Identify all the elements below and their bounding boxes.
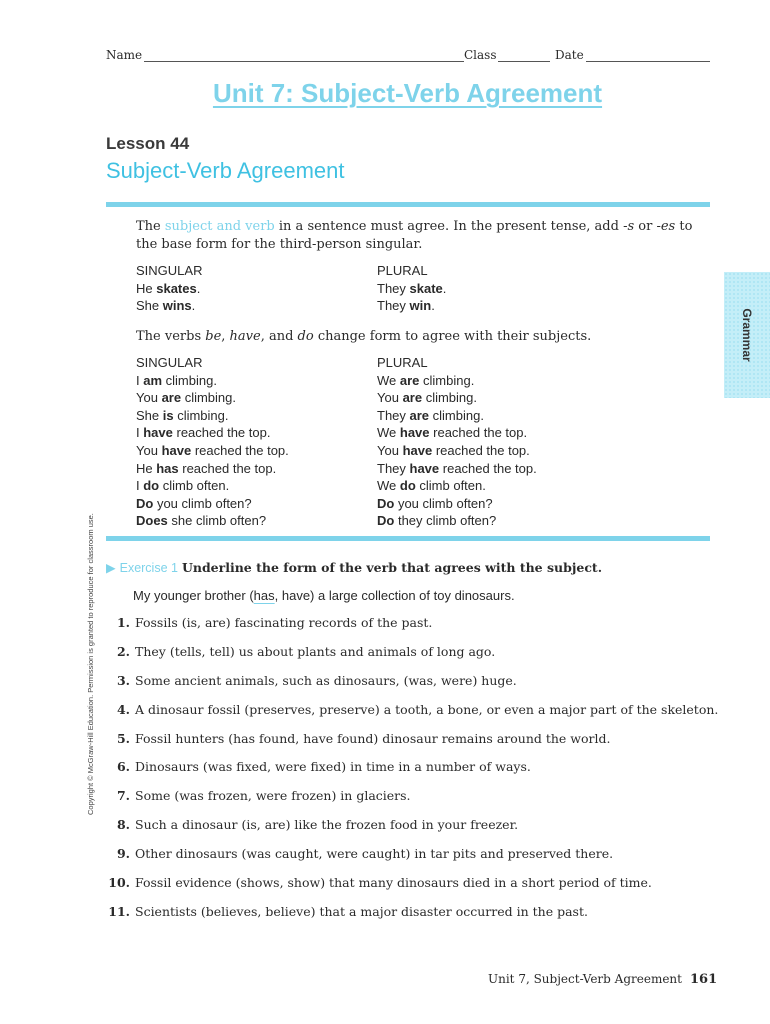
unit-title: Unit 7: Subject-Verb Agreement xyxy=(212,78,603,108)
example-row: You have reached the top. xyxy=(377,442,530,458)
verb-have: have xyxy=(229,329,261,344)
exercise-instruction: Underline the form of the verb that agrees with the subject. xyxy=(181,560,603,575)
example-row: He has reached the top. xyxy=(136,460,277,476)
exercise-item[interactable]: 2. They (tells, tell) us about plants and animals of long ago. xyxy=(116,643,496,659)
intro-emphasis: subject and verb xyxy=(164,219,275,234)
table1-plural-column xyxy=(377,262,446,315)
exercise-item[interactable]: 11. Scientists (believes, believe) that a major disaster occurred in the past. xyxy=(108,903,588,919)
example-row: I do climb often. xyxy=(136,478,230,494)
play-arrow-icon: ▶ xyxy=(106,560,116,575)
example-row: Do you climb often? xyxy=(136,495,252,511)
example-row: You are climbing. xyxy=(136,390,237,406)
table2-singular-column xyxy=(136,354,289,530)
exercise-item[interactable]: 6. Dinosaurs (was fixed, were fixed) in time in a number of ways. xyxy=(116,759,531,775)
example-row: I have reached the top. xyxy=(136,425,271,441)
name-field-line[interactable] xyxy=(144,61,464,62)
exercise-label: Exercise 1 xyxy=(119,561,178,575)
intro-suffix: -es xyxy=(656,219,676,234)
exercise-item[interactable]: 1. Fossils (is, are) fascinating records of the past. xyxy=(116,615,433,630)
exercise-item[interactable]: 5. Fossil hunters (has found, have found) dinosaur remains around the world. xyxy=(116,730,611,746)
example-row: You are climbing. xyxy=(377,390,478,406)
example-row: Do they climb often? xyxy=(377,513,497,529)
column-heading: PLURAL xyxy=(377,263,428,278)
example-row: We have reached the top. xyxy=(377,425,528,441)
page-number: 161 xyxy=(689,972,718,987)
example-answer: has xyxy=(253,588,275,603)
example-row: She is climbing. xyxy=(136,407,229,423)
example-row: He skates. xyxy=(136,280,201,296)
exercise-item[interactable]: 3. Some ancient animals, such as dinosaurs, (was, were) huge. xyxy=(116,672,517,688)
intro2-paragraph: The verbs be, have, and do change form to agree with their subjects. xyxy=(136,329,592,344)
intro-suffix: -s xyxy=(623,219,635,234)
exercise-item[interactable]: 9. Other dinosaurs (was caught, were caught) in tar pits and preserved there. xyxy=(116,846,614,862)
example-row: You have reached the top. xyxy=(136,442,289,458)
header-row xyxy=(106,48,710,66)
exercise-items xyxy=(100,615,720,933)
copyright-notice: Copyright © McGraw-Hill Education. Permission is granted to reproduce for classroom use. xyxy=(86,513,95,815)
exercise-item[interactable]: 7. Some (was frozen, were frozen) in glaciers. xyxy=(116,788,411,804)
exercise-item[interactable]: 4. A dinosaur fossil (preserves, preserve) a tooth, a bone, or even a major part of the skeleton. xyxy=(116,701,719,717)
class-field-line[interactable] xyxy=(498,61,550,62)
exercise-example: My younger brother (has, have) a large collection of toy dinosaurs. xyxy=(133,588,515,603)
intro-text: or xyxy=(634,219,657,234)
example-row: They win. xyxy=(377,298,435,314)
intro-text: to the base form for the third-person singular. xyxy=(136,219,693,252)
side-tab-label: Grammar xyxy=(740,308,754,362)
intro-text: in a sentence must agree. In the present tense, add xyxy=(274,219,624,234)
column-heading: SINGULAR xyxy=(136,263,203,278)
lesson-label: Lesson 44 xyxy=(106,134,190,153)
column-heading: PLURAL xyxy=(377,355,428,370)
page-footer xyxy=(488,972,717,987)
exercise-header xyxy=(106,560,602,575)
example-row: Does she climb often? xyxy=(136,513,267,529)
example-row: They are climbing. xyxy=(377,407,484,423)
table2-plural-column xyxy=(377,354,537,530)
name-label: Name xyxy=(106,48,143,62)
class-label: Class xyxy=(464,48,497,62)
intro-text: The xyxy=(136,219,165,234)
example-row: We are climbing. xyxy=(377,372,475,388)
example-row: I am climbing. xyxy=(136,372,217,388)
example-row: They have reached the top. xyxy=(377,460,537,476)
example-row: We do climb often. xyxy=(377,478,486,494)
date-label: Date xyxy=(555,48,584,62)
example-row: They skate. xyxy=(377,280,447,296)
example-row: Do you climb often? xyxy=(377,495,493,511)
date-field-line[interactable] xyxy=(586,61,710,62)
bottom-divider xyxy=(106,536,710,541)
intro-paragraph xyxy=(136,218,696,254)
grammar-side-tab xyxy=(724,272,770,398)
table1-singular-column xyxy=(136,262,202,315)
verb-do: do xyxy=(297,329,314,344)
footer-text: Unit 7, Subject-Verb Agreement xyxy=(488,972,682,986)
exercise-item[interactable]: 8. Such a dinosaur (is, are) like the frozen food in your freezer. xyxy=(116,817,519,833)
top-divider xyxy=(106,202,710,207)
example-row: She wins. xyxy=(136,298,196,314)
exercise-item[interactable]: 10. Fossil evidence (shows, show) that many dinosaurs died in a short period of time. xyxy=(108,875,652,891)
column-heading: SINGULAR xyxy=(136,355,203,370)
verb-be: be xyxy=(205,329,222,344)
lesson-title: Subject-Verb Agreement xyxy=(106,158,345,183)
